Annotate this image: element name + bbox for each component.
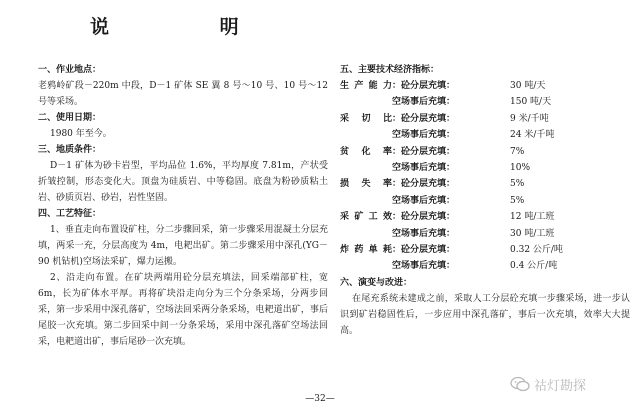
section-6-text: 在尾充系统未建成之前，采取人工分层砼充填一步骤采场，进一步认识到矿岩稳固性后，一步应用中深孔落矿，事后一次充填，效率大大提高。: [340, 293, 630, 336]
spec-method: ：砼分层充填：: [392, 179, 456, 190]
spec-method: 空场事后充填：: [392, 130, 456, 141]
spec-label: 贫 化 率: [340, 146, 392, 157]
spec-row: [340, 226, 630, 242]
spec-row: [340, 176, 630, 192]
spec-table: [340, 78, 630, 275]
spec-method: ：砼分层充填：: [392, 81, 456, 91]
spec-method: 空场事后充填：: [392, 162, 456, 173]
spec-value: 7%: [510, 146, 525, 157]
spec-label: 采 切 比: [340, 113, 392, 124]
page-number: —32—: [305, 394, 335, 404]
spec-row: [340, 94, 630, 110]
spec-method: ：砼分层充填：: [392, 212, 456, 223]
section-4-paragraph-1: 1、垂直走向布置设矿柱，分二步骤回采，第一步骤采用混凝土分层充填，两采一充，分层高度为 4m，电耙出矿。第二步骤采用中深孔(YG－90 机钻机)空场法采矿，爆力运搬。: [38, 225, 328, 267]
left-column: [38, 62, 328, 350]
spec-row: [340, 258, 630, 274]
spec-method: ：砼分层充填：: [392, 146, 456, 157]
spec-method: 空场事后充填：: [392, 228, 456, 239]
section-2-text: 1980 年至今。: [50, 129, 112, 139]
spec-value: 30 吨/天: [510, 81, 546, 91]
spec-value: 12 吨/工班: [510, 212, 555, 223]
spec-row: [340, 193, 630, 209]
spec-row: [340, 242, 630, 258]
spec-method: ：砼分层充填：: [392, 113, 456, 124]
section-4-paragraph-2: 2、沿走向布置。在矿块两端用砼分层充填法，回采端部矿柱，宽 6m，长为矿体水平厚。再将矿块沿走向分为三个分条采场，分两步回采，第一步采用中深孔落矿，空场法回采两分条采场，电耙道出矿，事后尾胶一次充填。第二步回采中间一分条采场，采用中深孔落矿空场法回采，电耙道出矿，事后尾砂一次充填。: [38, 273, 328, 347]
spec-method: 空场事后充填：: [392, 97, 456, 108]
spec-label: 生产能力: [340, 81, 392, 91]
section-4-heading: 四、工艺特征：: [38, 209, 102, 219]
section-6-heading: 六、演变与改进：: [340, 277, 413, 288]
spec-method: ：砼分层充填：: [392, 244, 456, 255]
spec-value: 24 米/千吨: [510, 130, 555, 141]
spec-value: 0.32 公斤/吨: [510, 244, 563, 255]
spec-value: 9 米/千吨: [510, 113, 549, 124]
section-3-heading: 三、地质条件：: [38, 145, 102, 155]
spec-method: 空场事后充填：: [392, 195, 456, 206]
spec-label: 采矿工效: [340, 212, 392, 223]
spec-row: [340, 127, 630, 143]
section-2-heading: 二、使用日期：: [38, 113, 102, 123]
watermark: [510, 373, 630, 395]
right-column: [340, 62, 630, 339]
spec-value: 10%: [510, 162, 531, 173]
section-1-text: 老鸦岭矿段－220m 中段，D－1 矿体 SE 翼 8 号～10 号、10 号～12 号等采场。: [38, 81, 328, 107]
section-3-text: D－1 矿体为砂卡岩型，平均品位 1.6%，平均厚度 7.81m，产状受折皱控制，形态变化大。顶盘为硅质岩、中等稳固。底盘为粉砂质粘土岩、砂质页岩、砂岩，岩性坚固。: [38, 161, 328, 203]
spec-row: [340, 160, 630, 176]
section-1-heading: 一、作业地点：: [38, 65, 102, 75]
spec-row: [340, 78, 630, 94]
page-title: 说 明: [90, 16, 291, 38]
spec-value: 150 吨/天: [510, 97, 552, 108]
wechat-icon: [510, 376, 530, 392]
spec-method: 空场事后充填：: [392, 261, 456, 272]
spec-value: 0.4 公斤/吨: [510, 261, 558, 272]
watermark-text: 祜灯勘探: [534, 378, 587, 394]
spec-row: [340, 111, 630, 127]
spec-row: [340, 209, 630, 225]
spec-row: [340, 144, 630, 160]
spec-value: 30 吨/工班: [510, 228, 555, 239]
spec-value: 5%: [510, 179, 525, 190]
spec-value: 5%: [510, 195, 525, 206]
spec-label: 损 失 率: [340, 179, 392, 190]
spec-label: 炸药单耗: [340, 244, 392, 255]
section-5-heading: 五、主要技术经济指标：: [340, 65, 440, 75]
